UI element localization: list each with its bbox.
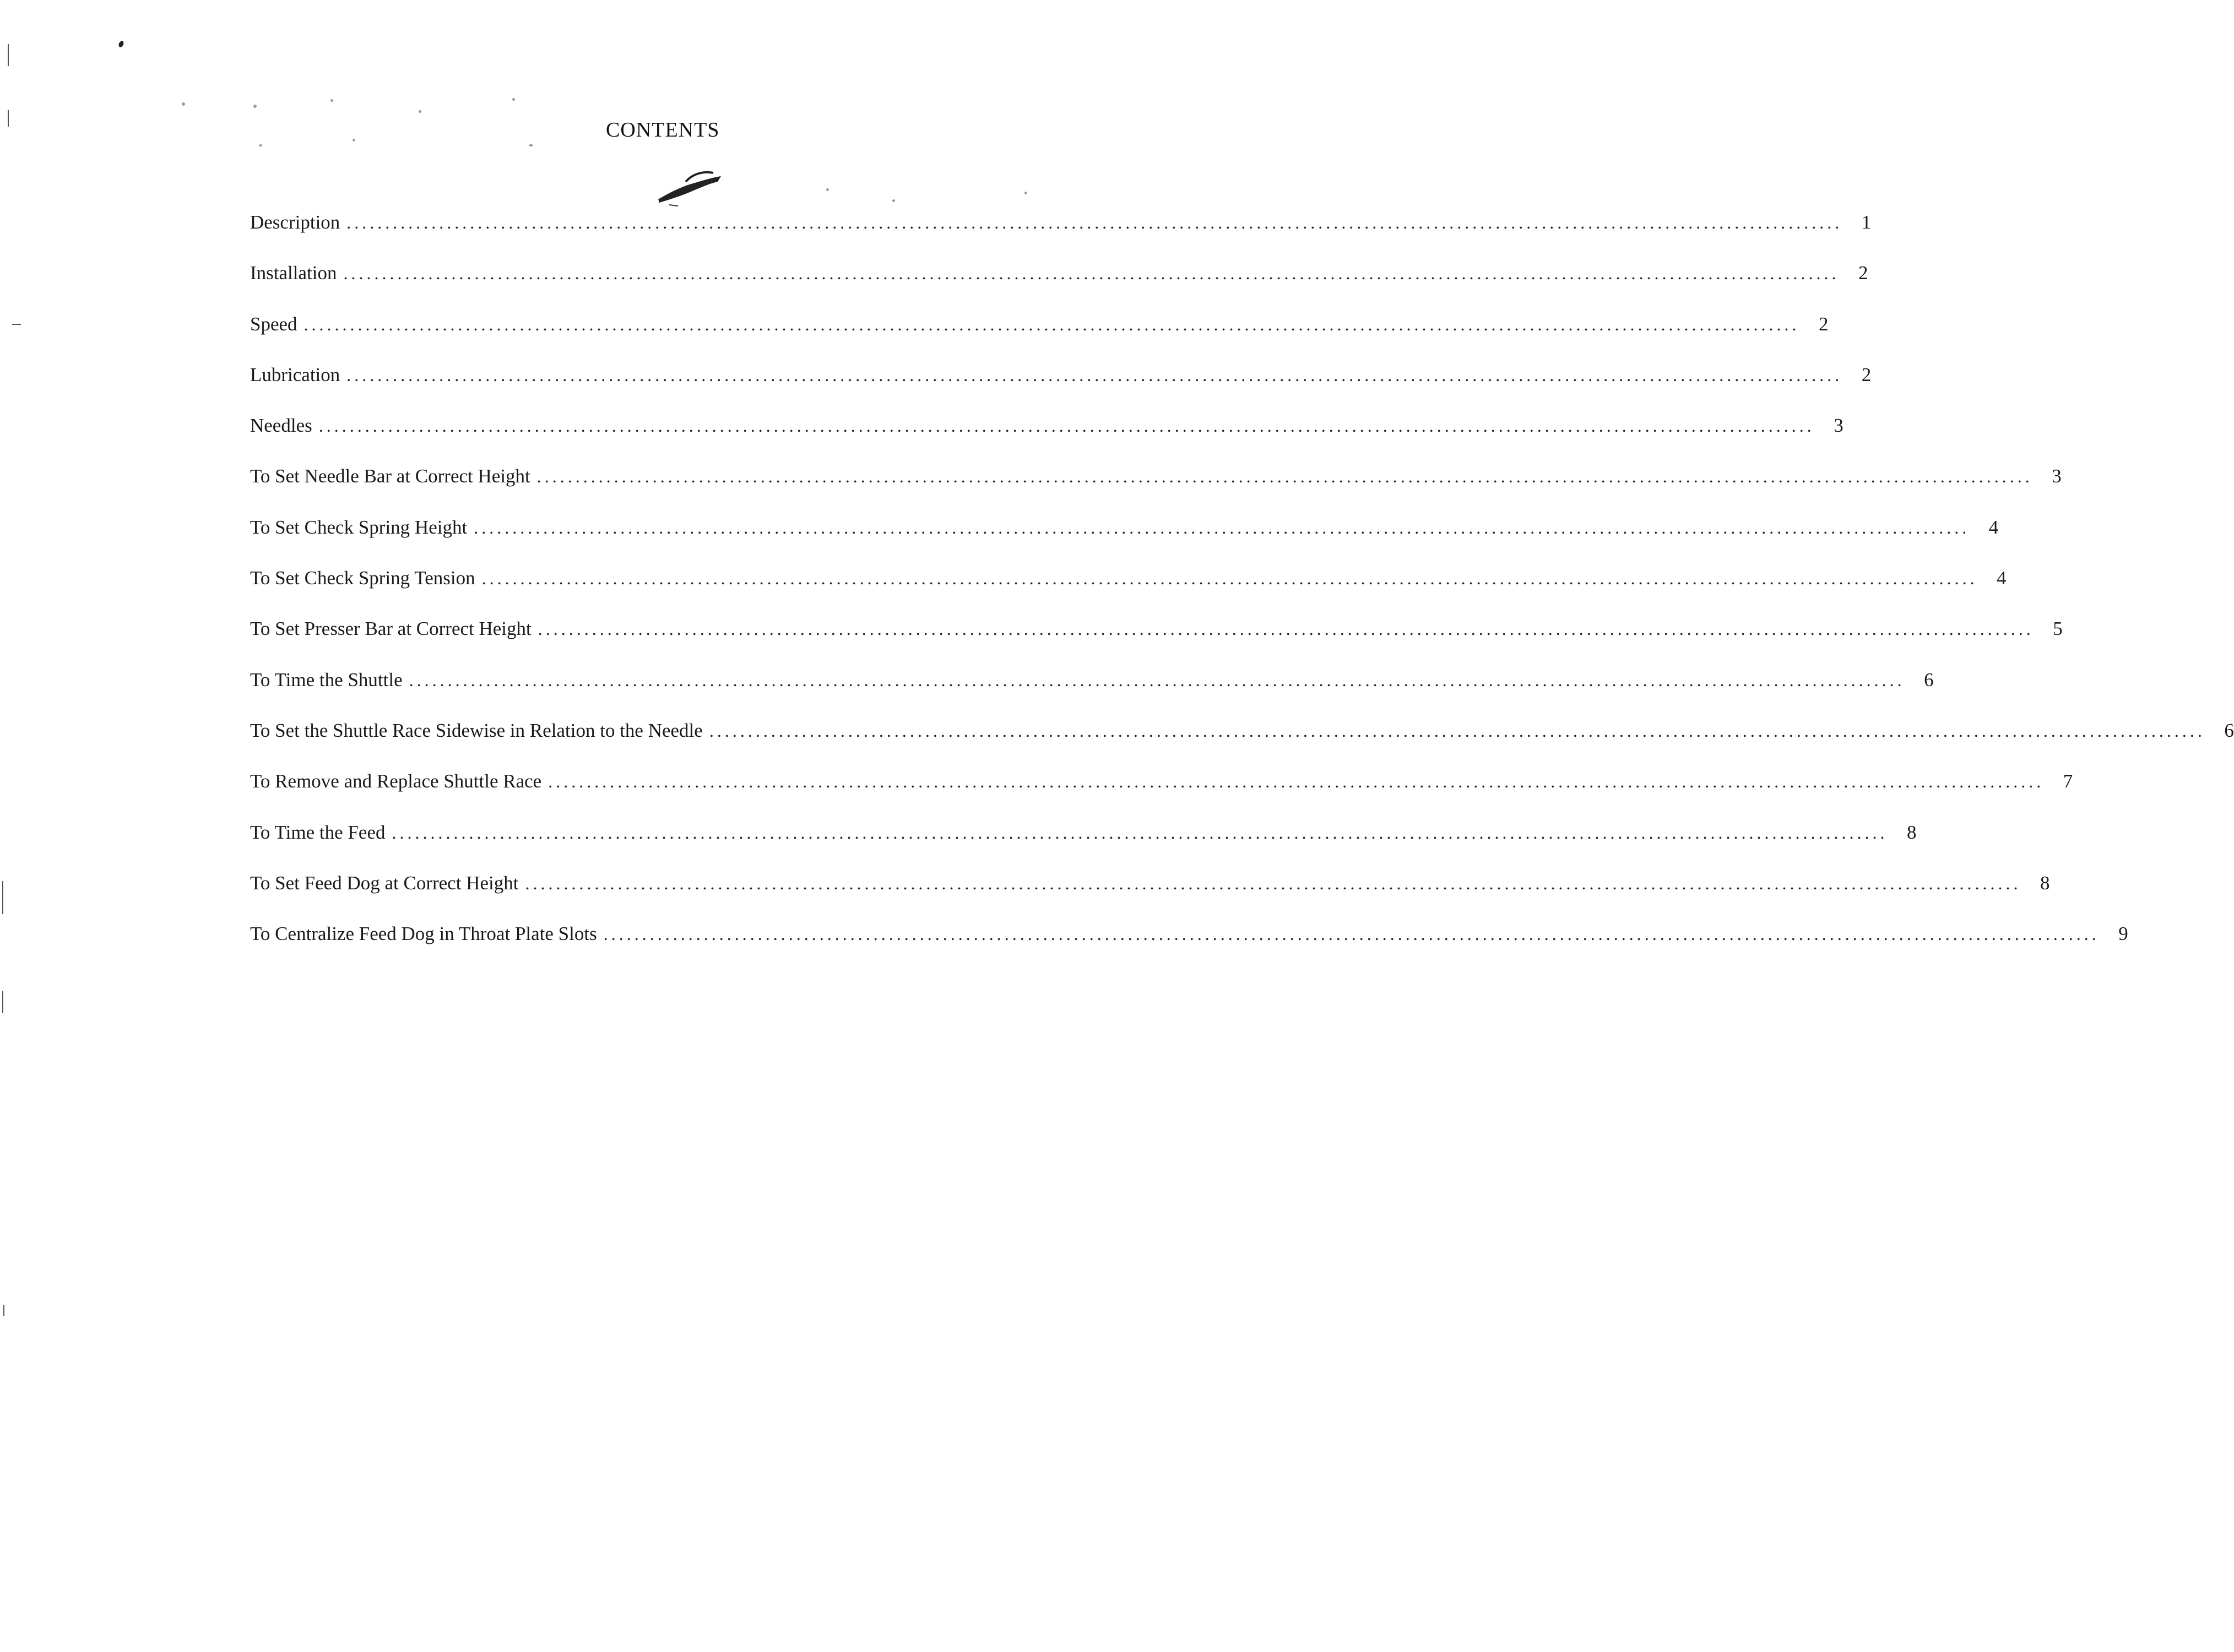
toc-page-number: 4 [1988,516,1999,538]
toc-page-number: 5 [2053,618,2063,640]
toc-entry-title: To Time the Shuttle [250,666,409,694]
toc-dot-leader: .................................................................................................................................................................................................. [603,924,2100,944]
faded-mark [892,199,895,202]
toc-page-number: 7 [2063,770,2073,792]
faded-mark [529,144,533,146]
toc-dot-leader: .................................................................................................................................................................................................. [346,365,1843,385]
faded-mark [259,144,262,146]
faded-mark [512,98,515,101]
table-of-contents [250,208,2234,970]
faded-mark [253,105,257,108]
toc-dot-leader: .................................................................................................................................................................................................. [536,466,2033,487]
toc-entry-title: Installation [250,259,343,287]
scan-edge-mark [8,110,9,127]
toc-page-number: 3 [2052,465,2062,487]
toc-entry-title: To Centralize Feed Dog in Throat Plate Slots [250,920,604,948]
toc-page-number: 6 [1924,669,1934,691]
toc-entry-title: Description [250,208,346,237]
toc-entry [250,716,2234,767]
toc-entry [250,818,1917,869]
toc-entry-title: To Set Needle Bar at Correct Height [250,462,537,491]
toc-entry-title: To Time the Feed [250,818,392,847]
scan-edge-mark [8,44,9,66]
toc-dot-leader: .................................................................................................................................................................................................. [318,416,1815,436]
toc-dot-leader: .................................................................................................................................................................................................. [709,720,2205,741]
toc-dot-leader: .................................................................................................................................................................................................. [474,517,1970,537]
ink-speck [118,40,124,48]
toc-page-number: 6 [2224,719,2234,741]
toc-entry [250,767,2073,818]
toc-entry-title: Speed [250,310,304,339]
toc-entry [250,361,1872,411]
page-title: CONTENTS [606,118,720,142]
faded-mark [330,99,333,102]
faded-mark [419,110,421,113]
toc-page-number: 8 [1906,821,1917,843]
toc-dot-leader: .................................................................................................................................................................................................. [392,822,1888,843]
toc-page-number: 2 [1819,313,1829,335]
toc-page-number: 1 [1861,211,1872,233]
faded-mark [826,188,829,191]
toc-entry-title: Lubrication [250,361,346,389]
toc-entry [250,920,2128,970]
scan-edge-mark [12,324,21,325]
toc-page-number: 2 [1861,363,1872,385]
toc-entry [250,411,1843,462]
toc-entry [250,869,2050,920]
toc-dot-leader: .................................................................................................................................................................................................. [343,263,1840,284]
toc-page-number: 9 [2118,923,2128,945]
toc-entry-title: To Remove and Replace Shuttle Race [250,767,548,796]
scan-edge-mark [3,1305,4,1316]
faded-mark [182,102,185,106]
toc-page-number: 3 [1834,415,1843,437]
toc-entry [250,615,2063,665]
toc-entry-title: To Set the Shuttle Race Sidewise in Relation to the Needle [250,716,709,745]
toc-entry [250,259,1868,309]
toc-entry-title: To Set Presser Bar at Correct Height [250,615,538,643]
toc-dot-leader: .................................................................................................................................................................................................. [525,873,2021,893]
toc-page-number: 4 [1997,567,2007,589]
toc-dot-leader: .................................................................................................................................................................................................. [346,213,1843,232]
faded-mark [1024,192,1027,194]
scan-edge-mark [2,881,3,914]
toc-entry-title: To Set Check Spring Height [250,513,474,542]
toc-entry-title: To Set Feed Dog at Correct Height [250,869,525,898]
toc-dot-leader: .................................................................................................................................................................................................. [303,314,1800,334]
toc-entry [250,564,2007,615]
toc-dot-leader: .................................................................................................................................................................................................. [481,568,1978,589]
toc-dot-leader: .................................................................................................................................................................................................. [548,771,2045,792]
toc-entry [250,666,1934,716]
faded-mark [353,139,355,142]
scan-edge-mark [2,991,3,1013]
toc-entry [250,208,1872,259]
toc-dot-leader: .................................................................................................................................................................................................. [538,619,2034,639]
toc-page-number: 8 [2040,872,2050,894]
toc-entry-title: To Set Check Spring Tension [250,564,482,593]
toc-dot-leader: .................................................................................................................................................................................................. [409,670,1905,690]
ink-stamp-mark [653,165,730,209]
toc-page-number: 2 [1858,262,1868,284]
toc-entry-title: Needles [250,411,319,440]
toc-entry [250,462,2062,513]
toc-entry [250,310,1829,361]
toc-entry [250,513,1999,564]
